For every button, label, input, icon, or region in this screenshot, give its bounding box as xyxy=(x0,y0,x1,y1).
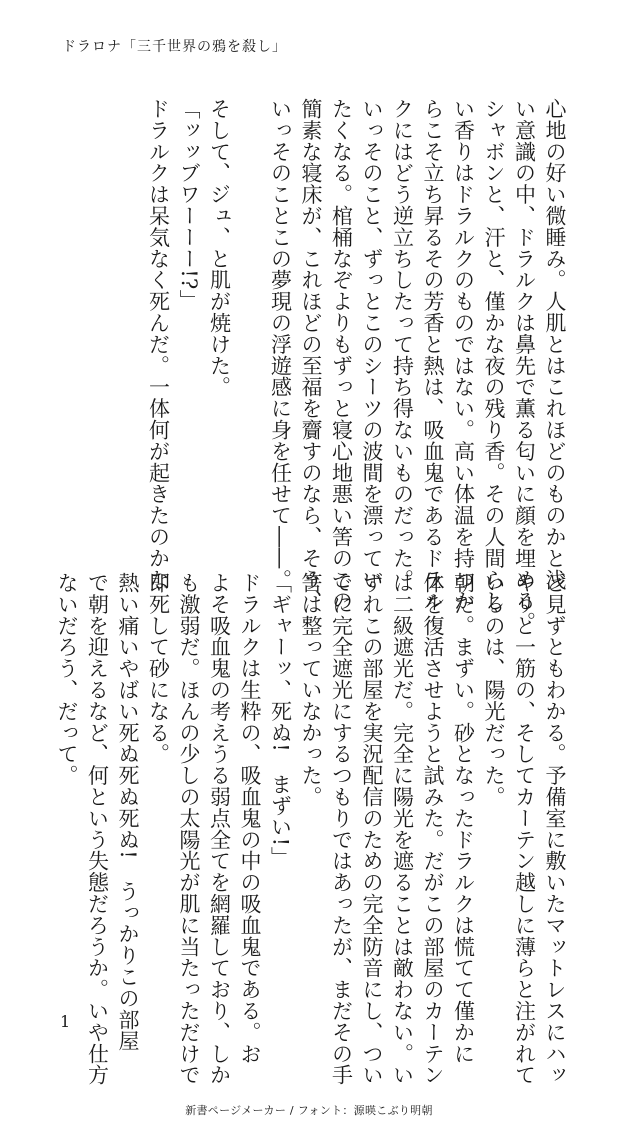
text-column: キリと一筋の、そしてカーテン越しに薄らと注がれて xyxy=(512,572,537,1086)
footer-credit: 新書ページメーカー / フォント：源暎こぶり明朝 xyxy=(185,1104,433,1117)
text-column: そして、ジュ、と肌が焼けた。 xyxy=(207,98,232,398)
page-header-title: ドラロナ「三千世界の鴉を殺し」 xyxy=(62,39,287,55)
text-column: よそ吸血鬼の考えうる弱点全てを網羅しており、しか xyxy=(207,572,232,1086)
text-column: 朝だ。まずい。砂となったドラルクは慌てて僅かに xyxy=(451,572,476,1065)
text-column: 即死して砂になる。 xyxy=(146,572,171,765)
text-column: いるのは、陽光だった。 xyxy=(482,572,506,808)
text-column: いっそのこと、ずっとこのシーツの波間を漂ってい xyxy=(360,98,384,591)
text-column: 熱い痛いやばい死ぬ死ぬ死ぬ! うっかりこの部屋 xyxy=(116,572,140,1052)
text-column: ドラルクは生粋の、吸血鬼の中の吸血鬼である。お xyxy=(238,572,262,1065)
text-column: で朝を迎えるなど、何という失態だろうか。いや仕方 xyxy=(85,572,110,1086)
text-column: たくなる。棺桶なぞよりもずっと寝心地悪い筈のこの xyxy=(329,98,354,612)
page-number: 1 xyxy=(60,1012,71,1031)
text-column: ずれこの部屋を実況配信のための完全防音にし、つい xyxy=(360,572,384,1086)
text-column: も激弱だ。ほんの少しの太陽光が肌に当たっただけで xyxy=(177,572,201,1086)
text-column: ないだろう、だって。 xyxy=(55,572,79,786)
text-column: い香りはドラルクのものではない。高い体温を持つか xyxy=(451,98,476,612)
text-column: クにはどう逆立ちしたって持ち得ないものだった。 xyxy=(390,98,415,591)
body-text-lower-block xyxy=(55,572,570,1086)
text-column: は二級遮光だ。完全に陽光を遮ることは敵わない。い xyxy=(390,572,415,1086)
text-column: 「ッッブワーーー!?」 xyxy=(177,98,201,312)
blank-column xyxy=(235,98,266,518)
text-column: 筈は整っていなかった。 xyxy=(299,572,323,808)
text-column: ドラルクは呆気なく死んだ。一体何が起きたのかな xyxy=(146,98,171,591)
text-column: 心地の好い微睡み。人肌とはこれほどのものかと浅 xyxy=(543,98,567,591)
body-text-upper-block xyxy=(130,98,570,633)
text-column: シャボンと、汗と、僅かな夜の残り香。その人間らし xyxy=(482,98,506,612)
text-column: 簡素な寝床が、これほどの至福を齎すのなら、そう、 xyxy=(299,98,323,612)
text-column: い意識の中、ドラルクは鼻先で薫る匂いに顔を埋める。 xyxy=(512,98,537,633)
text-column: 「ギャーッ、死ぬ! まずい!」 xyxy=(268,572,293,868)
text-column: いっそのことこの夢現の浮遊感に身を任せて――。 xyxy=(268,98,293,591)
text-column: らこそ立ち昇るその芳香と熱は、吸血鬼であるドラル xyxy=(421,98,445,612)
text-column: でに完全遮光にするつもりではあったが、まだその手 xyxy=(329,572,354,1086)
text-column: ど見ずともわかる。予備室に敷いたマットレスにハッ xyxy=(543,572,567,1086)
text-column: 体を復活させようと試みた。だがこの部屋のカーテン xyxy=(421,572,445,1086)
